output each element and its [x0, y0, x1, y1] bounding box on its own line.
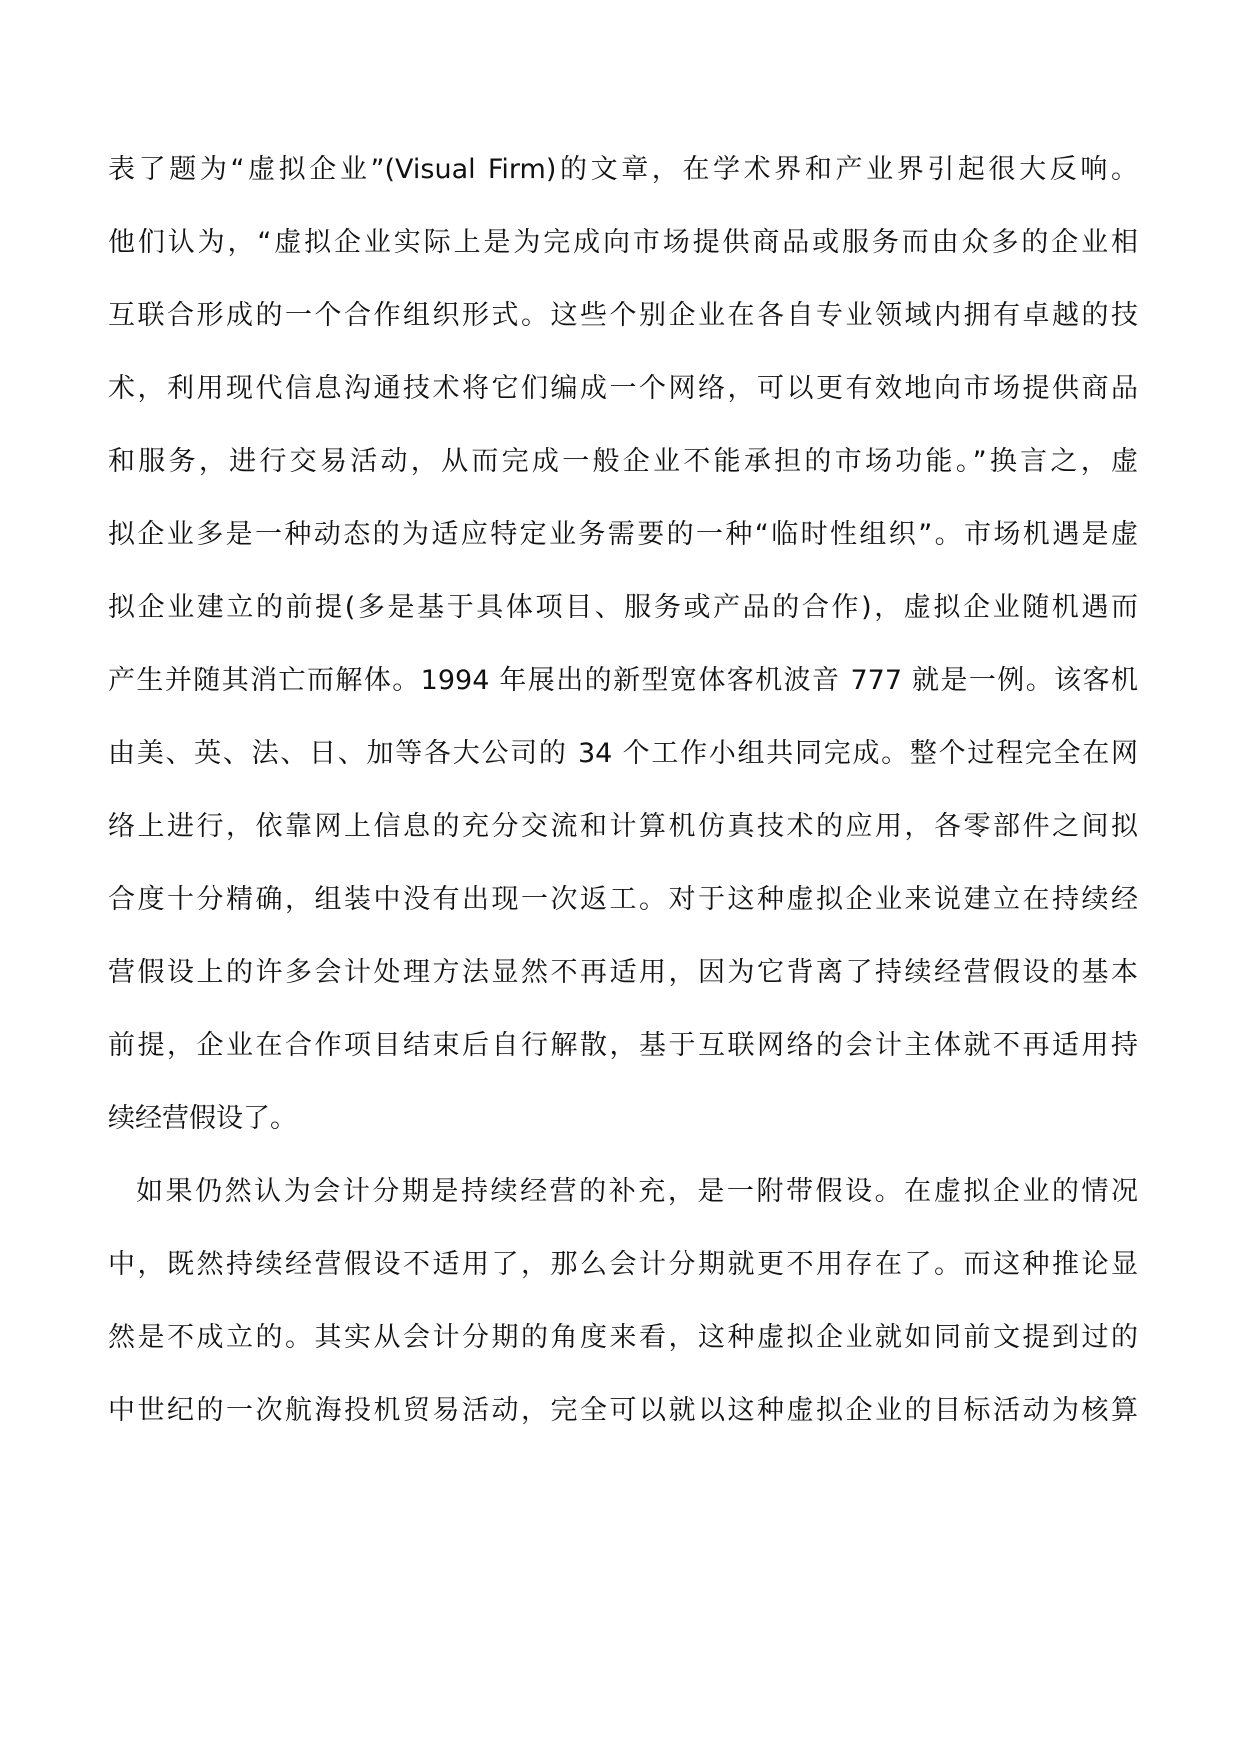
- text-line: 互联合形成的一个合作组织形式。这些个别企业在各自专业领域内拥有卓越的技: [108, 300, 1138, 331]
- text-line: 由美、英、法、日、加等各大公司的 34 个工作小组共同完成。整个过程完全在网: [108, 738, 1138, 769]
- text-line: 前提，企业在合作项目结束后自行解散，基于互联网络的会计主体就不再适用持: [108, 1030, 1138, 1061]
- text-line: 中世纪的一次航海投机贸易活动，完全可以就以这种虚拟企业的目标活动为核算: [108, 1395, 1138, 1426]
- text-line: 营假设上的许多会计处理方法显然不再适用，因为它背离了持续经营假设的基本: [108, 957, 1138, 988]
- text-line: 他们认为，“虚拟企业实际上是为完成向市场提供商品或服务而由众多的企业相: [108, 227, 1138, 258]
- text-line: 续经营假设了。: [108, 1103, 297, 1134]
- text-line: 拟企业多是一种动态的为适应特定业务需要的一种“临时性组织”。市场机遇是虚: [108, 519, 1138, 550]
- text-line: 络上进行，依靠网上信息的充分交流和计算机仿真技术的应用，各零部件之间拟: [108, 811, 1138, 842]
- paragraph-first-line: 如果仍然认为会计分期是持续经营的补充，是一附带假设。在虚拟企业的情况: [136, 1176, 1138, 1207]
- text-line: 然是不成立的。其实从会计分期的角度来看，这种虚拟企业就如同前文提到过的: [108, 1322, 1138, 1353]
- text-line: 和服务，进行交易活动，从而完成一般企业不能承担的市场功能。”换言之，虚: [108, 446, 1138, 477]
- text-line: 术，利用现代信息沟通技术将它们编成一个网络，可以更有效地向市场提供商品: [108, 373, 1138, 404]
- text-line: 产生并随其消亡而解体。1994 年展出的新型宽体客机波音 777 就是一例。该客机: [108, 665, 1138, 696]
- text-line: 合度十分精确，组装中没有出现一次返工。对于这种虚拟企业来说建立在持续经: [108, 884, 1138, 915]
- text-line: 拟企业建立的前提(多是基于具体项目、服务或产品的合作)，虚拟企业随机遇而: [108, 592, 1138, 623]
- text-line: 表了题为“虚拟企业”(Visual Firm)的文章，在学术界和产业界引起很大反响。: [108, 154, 1138, 185]
- text-line: 中，既然持续经营假设不适用了，那么会计分期就更不用存在了。而这种推论显: [108, 1249, 1138, 1280]
